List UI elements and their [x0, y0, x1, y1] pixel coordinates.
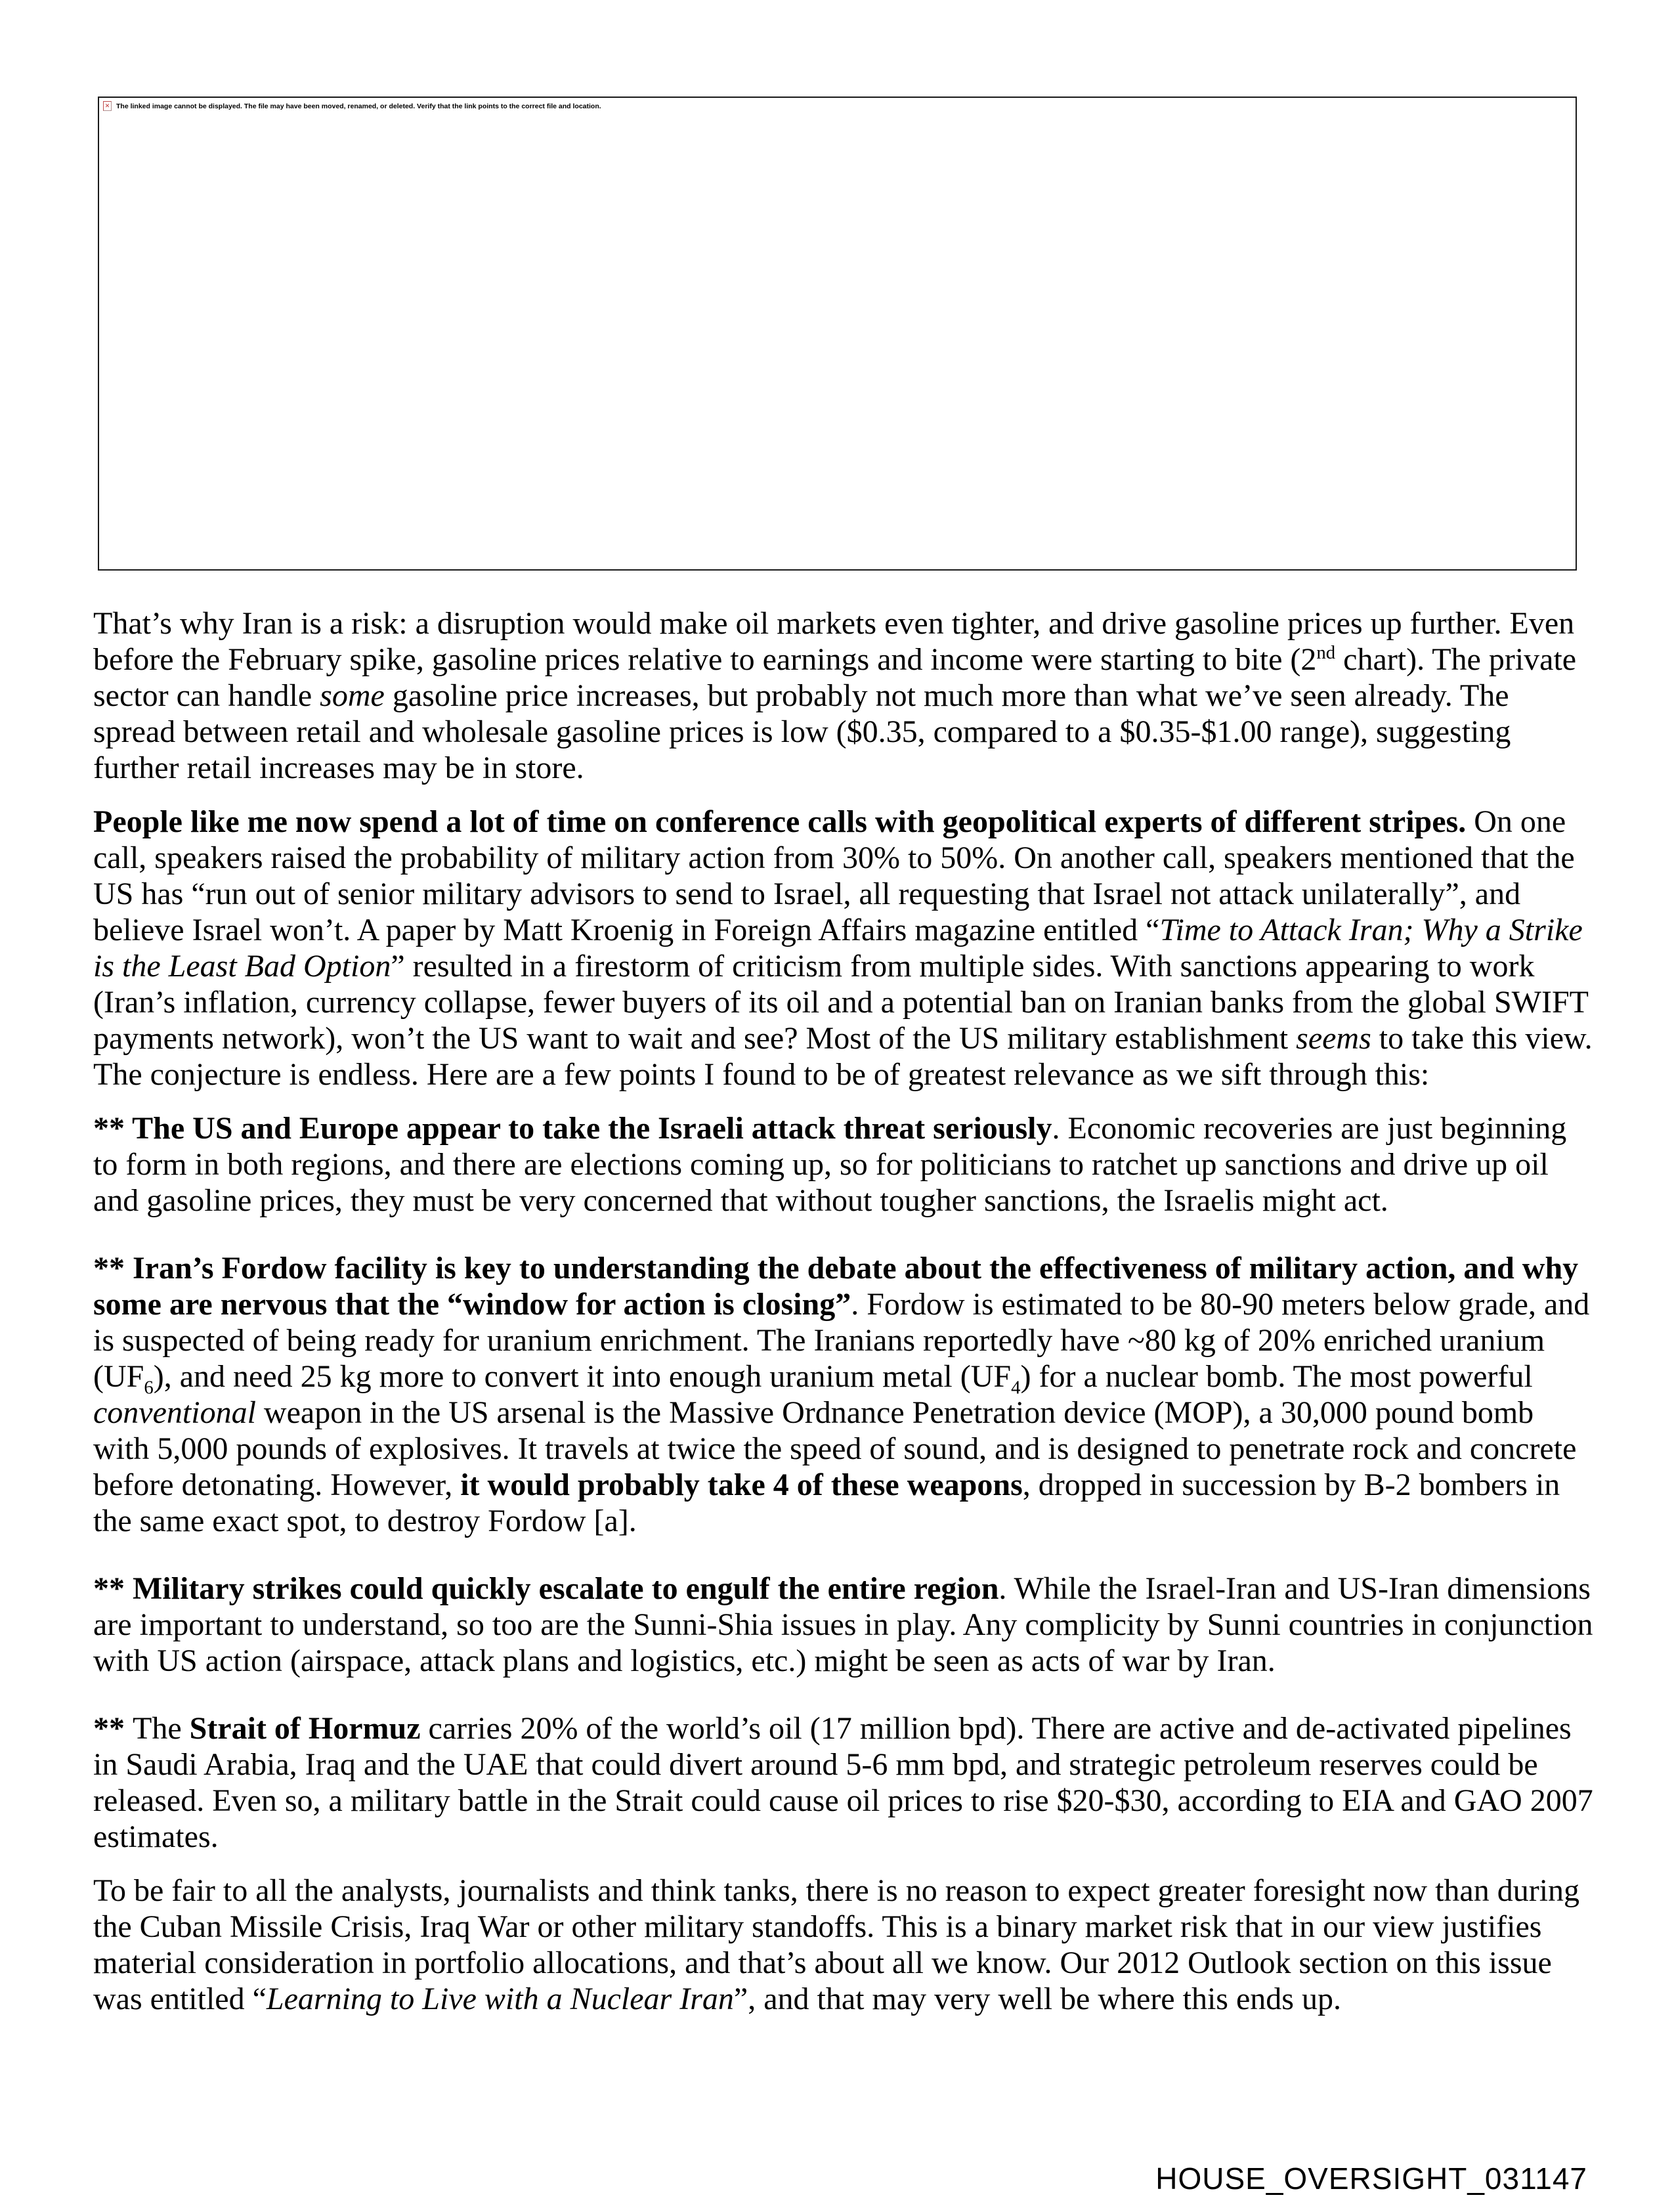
paragraph — [93, 1250, 1597, 1539]
text-run: To be fair to all the analysts, journalists and think tanks, there is no reason to expect greater foresight now than during the Cuban Missile Crisis, Iraq War or other military standoffs. This is a binary market risk that in our view justifies material consideration in portfolio allocations, and that’s about all we know. Our 2012 Outlook section on this issue was entitled “ — [93, 1873, 1580, 2016]
text-run: People like me now spend a lot of time on conference calls with geopolitical experts of different stripes. — [93, 804, 1467, 839]
text-run: 4 — [1011, 1377, 1021, 1399]
broken-image-placeholder — [98, 97, 1577, 571]
text-run: seems — [1296, 1021, 1371, 1056]
text-run: On one call, speakers raised the probability of military action from 30% to 50%. On another call, speakers mentioned that the US has “run out of senior military advisors to send to Israel, all requesting that Israel not attack unilaterally”, and believe Israel won’t. A paper by Matt Kroenig in Foreign Affairs magazine entitled “ — [93, 804, 1575, 947]
broken-image-notice: The linked image cannot be displayed. The file may have been moved, renamed, or deleted. Verify that the link points to the correct file and location. — [116, 102, 601, 110]
text-run: , dropped in succession by B-2 bombers in the same exact spot, to destroy Fordow [a]. — [93, 1467, 1560, 1538]
text-run: Strait of Hormuz — [189, 1711, 421, 1746]
text-run: conventional — [93, 1395, 256, 1430]
text-run: ” resulted in a firestorm of criticism from multiple sides. With sanctions appearing to work (Iran’s inflation, currency collapse, fewer buyers of its oil and a potential ban on Iranian banks from the global SWIFT payments network), won’t the US want to wait and see? Most of the US military establishment — [93, 949, 1589, 1056]
paragraph — [93, 1110, 1597, 1219]
text-run: gasoline price increases, but probably not much more than what we’ve seen already. The spread between retail and wholesale gasoline prices is low ($0.35, compared to a $0.35-$1.00 range), suggesting further retail increases may be in store. — [93, 678, 1511, 785]
text-run: . While the Israel-Iran and US-Iran dimensions are important to understand, so too are the Sunni-Shia issues in play. Any complicity by Sunni countries in conjunction with US action (airspace, attack plans and logistics, etc.) might be seen as acts of war by Iran. — [93, 1571, 1593, 1678]
text-run: ** Iran’s Fordow facility is key to understanding the debate about the effectiveness of military action, and why some are nervous that the “window for action is closing” — [93, 1251, 1579, 1322]
text-run: carries 20% of the world’s oil (17 million bpd). There are active and de-activated pipelines in Saudi Arabia, Iraq and the UAE that could divert around 5-6 mm bpd, and strategic petroleum reserves could be released. Even so, a military battle in the Strait could cause oil prices to rise $20-$30, according to EIA and GAO 2007 estimates. — [93, 1711, 1593, 1854]
paragraph — [93, 605, 1597, 786]
text-run: ) for a nuclear bomb. The most powerful — [1020, 1359, 1533, 1394]
text-run: The — [133, 1711, 190, 1746]
text-run: ** The US and Europe appear to take the Israeli attack threat seriously — [93, 1111, 1052, 1146]
text-run: ”, and that may very well be where this ends up. — [733, 1982, 1341, 2016]
text-run: it would probably take 4 of these weapons — [460, 1467, 1023, 1502]
text-run: ** — [93, 1711, 133, 1746]
text-run: Learning to Live with a Nuclear Iran — [266, 1982, 734, 2016]
bates-number: HOUSE_OVERSIGHT_031147 — [1155, 2161, 1587, 2196]
text-run: That’s why Iran is a risk: a disruption would make oil markets even tighter, and drive gasoline prices up further. Even before the February spike, gasoline prices relative to earnings and income were starting to bite (2 — [93, 606, 1575, 677]
text-run: ), and need 25 kg more to convert it into enough uranium metal (UF — [153, 1359, 1012, 1394]
text-run: some — [320, 678, 385, 713]
broken-image-icon: ✕ — [103, 101, 112, 111]
paragraph — [93, 1873, 1597, 2017]
text-run: chart). The private sector can handle — [93, 642, 1577, 713]
text-run: . Economic recoveries are just beginning to form in both regions, and there are elections coming up, so for politicians to ratchet up sanctions and drive up oil and gasoline prices, they must be very concerned that without tougher sanctions, the Israelis might act. — [93, 1111, 1567, 1218]
paragraph — [93, 804, 1597, 1093]
document-body — [93, 605, 1597, 2035]
text-run: ** Military strikes could quickly escalate to engulf the entire region — [93, 1571, 999, 1606]
text-run: . Fordow is estimated to be 80-90 meters below grade, and is suspected of being ready for uranium enrichment. The Iranians reportedly have ~80 kg of 20% enriched uranium (UF — [93, 1287, 1590, 1394]
text-run: weapon in the US arsenal is the Massive Ordnance Penetration device (MOP), a 30,000 pound bomb with 5,000 pounds of explosives. It travels at twice the speed of sound, and is designed to penetrate rock and concrete before detonating. However, — [93, 1395, 1577, 1502]
text-run: 6 — [144, 1377, 154, 1399]
paragraph — [93, 1710, 1597, 1855]
text-run: nd — [1316, 642, 1336, 663]
text-run: to take this view. The conjecture is endless. Here are a few points I found to be of greatest relevance as we sift through this: — [93, 1021, 1593, 1092]
broken-image-notice-row — [99, 98, 1576, 111]
text-run: Time to Attack Iran; Why a Strike is the Least Bad Option — [93, 913, 1583, 984]
paragraph — [93, 1571, 1597, 1679]
